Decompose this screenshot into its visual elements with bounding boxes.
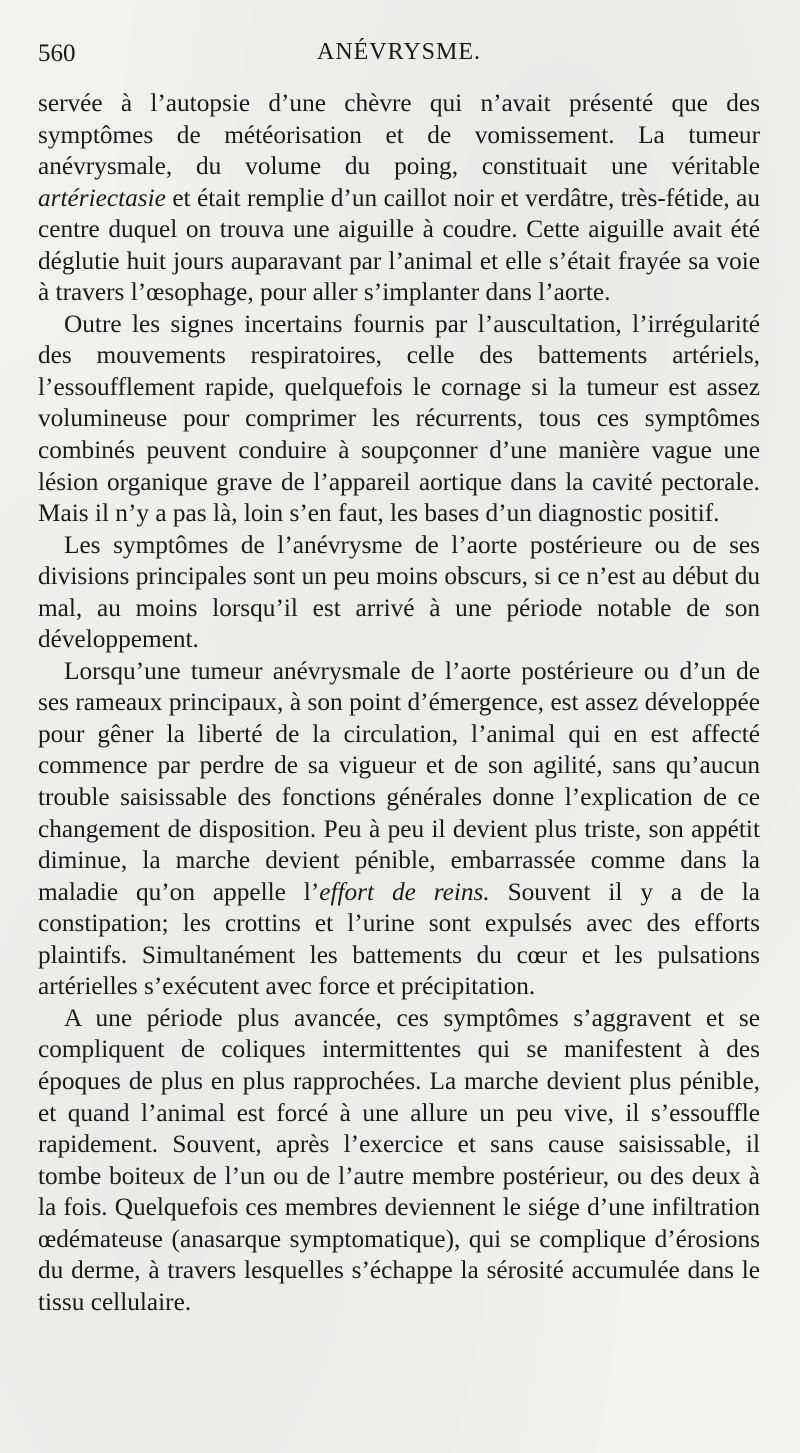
- paragraph: [38, 656, 760, 1003]
- paragraph: A une période plus avancée, ces symptômes s’aggravent et se compliquent de coliques intermittentes qui se manifestent à des époques de plus en plus rapprochées. La marche devient plus pénible, et quand l’animal est forcé à une allure un peu vive, il s’essouffle rapidement. Souvent, après l’exercice et sans cause saisissable, il tombe boiteux de l’un ou de l’autre membre postérieur, ou des deux à la fois. Quelquefois ces membres deviennent le siége d’une infiltration œdémateuse (anasarque symptomatique), qui se complique d’érosions du derme, à travers lesquelles s’échappe la sérosité accumulée dans le tissu cellulaire.: [38, 1003, 760, 1316]
- body-text: [38, 88, 760, 1318]
- paragraph-text: et était remplie d’un caillot noir et verdâtre, très-fétide, au centre duquel on trouva une aiguille à coudre. Cette aiguille avait été déglutie huit jours auparavant par l’animal et elle s’était frayée sa voie à travers l’œsophage, pour aller s’implanter dans l’aorte.: [38, 183, 760, 307]
- paragraph: Outre les signes incertains fournis par l’auscultation, l’irrégularité des mouvements respiratoires, celle des battements artériels, l’essoufflement rapide, quelquefois le cornage si la tumeur est assez volumineuse pour comprimer les récurrents, tous ces symptômes combinés peuvent conduire à soupçonner d’une manière vague une lésion organique grave de l’appareil aortique dans la cavité pectorale. Mais il n’y a pas là, loin s’en faut, les bases d’un diagnostic positif.: [38, 309, 760, 528]
- running-head: [38, 30, 760, 74]
- italic-term: effort de reins.: [319, 877, 490, 906]
- paragraph-continuation: [38, 88, 760, 309]
- page-number: 560: [38, 40, 76, 67]
- running-title: ANÉVRYSME.: [316, 39, 482, 65]
- paragraph-text: servée à l’autopsie d’une chèvre qui n’avait présenté que des symptômes de météorisation et de vomissement. La tumeur anévrysmale, du volume du poing, constituait une véritable: [38, 89, 760, 181]
- paragraph-text: Souvent il y a de la constipation; les crottins et l’urine sont expulsés avec des efforts plaintifs. Simultanément les battements du cœur et les pulsations artérielles s’exécutent avec force et précipitation.: [38, 877, 761, 1001]
- paragraph-text: Lorsqu’une tumeur anévrysmale de l’aorte postérieure ou d’un de ses rameaux principaux, à son point d’émergence, est assez développée pour gêner la liberté de la circulation, l’animal qui en est affecté commence par perdre de sa vigueur et de son agilité, sans qu’aucun trouble saisissable des fonctions générales donne l’explication de ce changement de disposition. Peu à peu il devient plus triste, son appétit diminue, la marche devient pénible, embarrassée comme dans la maladie qu’on appelle l’: [38, 656, 760, 906]
- italic-term: artériectasie: [38, 183, 166, 212]
- paragraph: Les symptômes de l’anévrysme de l’aorte postérieure ou de ses divisions principales sont un peu moins obscurs, si ce n’est au début du mal, au moins lorsqu’il est arrivé à une période notable de son développement.: [38, 530, 760, 654]
